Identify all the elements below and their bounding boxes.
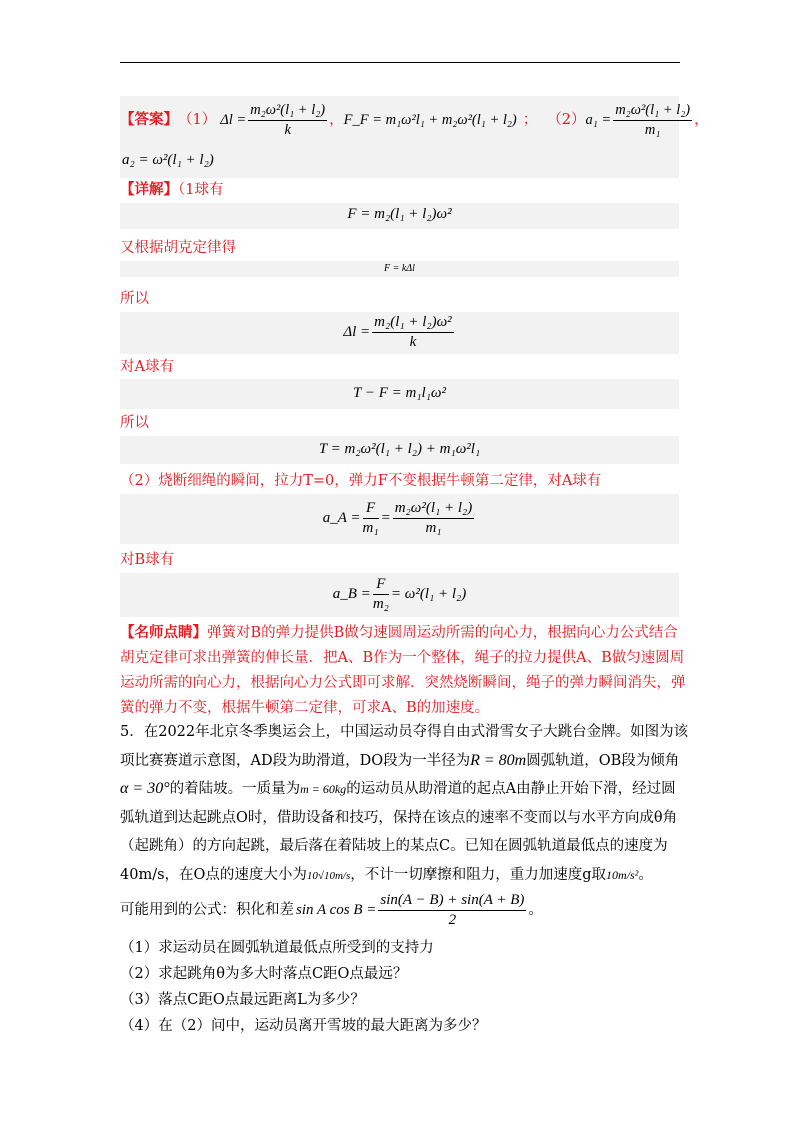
equation-7-lhs: a_B = bbox=[332, 586, 371, 602]
question-2: （2）求起跳角θ为多大时落点C距O点最远？ bbox=[120, 966, 408, 982]
detail-tag: 【详解】 bbox=[120, 181, 178, 198]
equation-7 bbox=[120, 576, 679, 613]
answer-a1-denominator: m₁ bbox=[644, 121, 661, 138]
detail-text-1: （1球有 bbox=[178, 182, 224, 198]
equation-3-denominator: k bbox=[409, 334, 417, 350]
tip-paragraph bbox=[120, 620, 686, 721]
answer-ff-formula: F_F = m₁ω²l₁ + m₂ω²(l₁ + l₂) bbox=[343, 112, 517, 128]
tip-line-4: 簧的弹力不变，根据牛顿第二定律，可求A、B的加速度。 bbox=[120, 700, 490, 716]
tip-text-1: 弹簧对B的弹力提供B做匀速圆周运动所需的向心力，根据向心力公式结合 bbox=[207, 625, 678, 641]
problem-paragraph bbox=[120, 718, 689, 890]
equation-6-equals: = bbox=[380, 510, 391, 526]
eq3-box bbox=[120, 312, 679, 354]
problem-line-3a: 的着陆坡。一质量为 bbox=[169, 781, 301, 797]
detail-text-4: 对A球有 bbox=[120, 359, 174, 375]
answer-part1-label: （1） bbox=[178, 112, 217, 128]
equation-3-numerator: m₂(l₁ + l₂)ω² bbox=[372, 314, 454, 333]
header-rule bbox=[120, 62, 680, 63]
answer-tag: 【答案】 bbox=[120, 111, 178, 128]
problem-line-6b: ，不计一切摩擦和阻力，重力加速度g取 bbox=[350, 866, 607, 883]
problem-line-7c: 。 bbox=[528, 902, 543, 918]
eq2-box bbox=[120, 261, 679, 277]
equation-6-fraction-1-numerator: F bbox=[363, 500, 379, 519]
equation-5: T = m₂ω²(l₁ + l₂) + m₁ω²l₁ bbox=[318, 441, 481, 457]
detail-text-6: （2）烧断细绳的瞬间，拉力T=0，弹力F不变根据牛顿第二定律，对A球有 bbox=[120, 473, 602, 489]
equation-7-fraction bbox=[373, 576, 389, 613]
answer-dl-lhs: Δl = bbox=[220, 112, 247, 128]
answer-sep-1: ， bbox=[329, 112, 344, 128]
problem-line-3 bbox=[120, 775, 682, 804]
eq6-box bbox=[120, 494, 679, 544]
tip-tag: 【名师点睛】 bbox=[120, 624, 207, 641]
equation-1: F = m₂(l₁ + l₂)ω² bbox=[347, 206, 452, 222]
problem-formula-lhs: sin A cos B = bbox=[296, 902, 377, 918]
detail-text-7: 对B球有 bbox=[120, 552, 175, 568]
detail-text-2: 又根据胡克定律得 bbox=[120, 240, 236, 256]
problem-line-6 bbox=[120, 861, 682, 891]
problem-line-3b: 的运动员从助滑道的起点A由静止开始下滑，经过圆 bbox=[346, 781, 676, 797]
problem-formula-denominator: 2 bbox=[448, 911, 457, 928]
equation-6-fraction-2 bbox=[393, 500, 475, 537]
equation-6-fraction-1 bbox=[363, 500, 379, 537]
problem-line-4: 弧轨道到达起跳点O时，借助设备和技巧，保持在该点的速率不变而以与水平方向成θ角 bbox=[120, 809, 678, 826]
answer-a1-fraction bbox=[613, 102, 692, 139]
problem-line-1: 5．在2022年北京冬季奥运会上，中国运动员夺得自由式滑雪女子大跳台金牌。如图为该 bbox=[120, 724, 689, 740]
eq4-box bbox=[120, 379, 679, 409]
answer-part2-label: （2） bbox=[547, 112, 586, 128]
equation-4: T − F = m₁l₁ω² bbox=[353, 385, 446, 401]
problem-line-6a: 40m/s，在O点的速度大小为 bbox=[120, 866, 307, 883]
equation-6-lhs: a_A = bbox=[322, 510, 361, 526]
answer-a1-numerator: m₂ω²(l₁ + l₂) bbox=[613, 102, 692, 121]
problem-angle: α = 30° bbox=[120, 780, 170, 797]
problem-speed-o: 10√10m/s bbox=[306, 869, 351, 882]
answer-line-1 bbox=[120, 100, 709, 140]
eq7-box bbox=[120, 573, 679, 617]
problem-line-7 bbox=[120, 890, 543, 930]
equation-3-lhs: Δl = bbox=[343, 324, 371, 340]
problem-line-2b: 圆弧轨道，OB段为倾角 bbox=[526, 752, 680, 769]
tip-line-3: 运动所需的向心力，根据向心力公式即可求解．突然烧断瞬间，绳子的弹力瞬间消失，弹 bbox=[120, 675, 686, 691]
equation-6 bbox=[120, 500, 679, 537]
answer-dl-fraction bbox=[248, 102, 327, 139]
detail-text-5: 所以 bbox=[120, 415, 149, 431]
equation-3-fraction bbox=[372, 314, 454, 351]
detail-line bbox=[120, 180, 223, 200]
answer-sep-3: ， bbox=[694, 112, 709, 128]
answer-a2-formula: a₂ = ω²(l₁ + l₂) bbox=[122, 152, 214, 168]
tip-line-1 bbox=[120, 620, 682, 646]
problem-line-2 bbox=[120, 747, 682, 776]
problem-gravity: 10m/s² bbox=[606, 867, 639, 882]
problem-radius: R = 80m bbox=[470, 751, 527, 769]
problem-mass: m = 60kg bbox=[300, 782, 347, 796]
problem-line-5: （起跳角）的方向起跳，最后落在着陆坡上的某点C。已知在圆弧轨道最低点的速度为 bbox=[120, 838, 668, 854]
equation-2: F = kΔl bbox=[384, 263, 415, 274]
eq5-box bbox=[120, 436, 679, 464]
question-1: （1）求运动员在圆弧轨道最低点所受到的支持力 bbox=[120, 940, 434, 956]
detail-text-3: 所以 bbox=[120, 291, 149, 307]
answer-dl-denominator: k bbox=[284, 121, 291, 138]
answer-dl-numerator: m₂ω²(l₁ + l₂) bbox=[248, 102, 327, 121]
problem-line-6c: 。 bbox=[638, 866, 653, 883]
equation-6-fraction-2-numerator: m₂ω²(l₁ + l₂) bbox=[393, 500, 475, 519]
equation-7-denominator: m₂ bbox=[372, 596, 389, 612]
equation-7-numerator: F bbox=[373, 576, 389, 595]
answer-a1-lhs: a₁ = bbox=[585, 112, 612, 128]
equation-3 bbox=[120, 314, 679, 351]
question-3: （3）落点C距O点最远距离L为多少？ bbox=[120, 992, 365, 1008]
question-4: （4）在（2）问中，运动员离开雪坡的最大距离为多少？ bbox=[120, 1018, 487, 1034]
equation-6-fraction-2-denominator: m₁ bbox=[425, 520, 442, 536]
problem-formula-numerator: sin(A − B) + sin(A + B) bbox=[378, 892, 526, 911]
eq1-box bbox=[120, 203, 679, 229]
tip-line-2: 胡克定律可求出弹簧的伸长量．把A、B作为一个整体，绳子的拉力提供A、B做匀速圆周 bbox=[120, 650, 685, 666]
question-list bbox=[120, 935, 682, 1039]
equation-7-rhs: = ω²(l₁ + l₂) bbox=[390, 586, 467, 602]
problem-formula-fraction bbox=[378, 892, 526, 929]
answer-sep-2: ； bbox=[522, 112, 538, 128]
problem-line-2a: 项比赛赛道示意图，AD段为助滑道，DO段为一半径为 bbox=[120, 752, 471, 769]
equation-6-fraction-1-denominator: m₁ bbox=[362, 520, 379, 536]
problem-line-7a: 可能用到的公式：积化和差 bbox=[120, 902, 294, 918]
